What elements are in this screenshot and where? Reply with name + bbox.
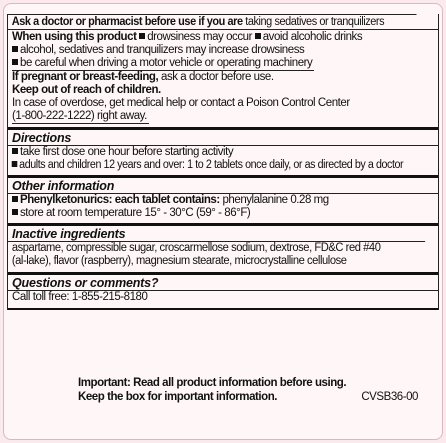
pku-row: [8, 193, 438, 207]
storage-row: [8, 207, 438, 220]
overdose-row-2: [8, 110, 438, 124]
pku-label: Phenylketonurics: each tablet contains:: [20, 194, 220, 206]
when-using-item: avoid alcoholic drinks: [262, 31, 363, 43]
bullet-square-icon: [12, 148, 18, 154]
questions-heading: Questions or comments?: [8, 272, 438, 290]
drug-facts-box: [7, 14, 439, 310]
when-using-item-underlined: [12, 57, 314, 71]
ask-doctor-row: [8, 14, 417, 29]
directions-heading: Directions: [8, 127, 438, 145]
when-using-row: [8, 29, 438, 44]
when-using-label: When using this product: [12, 31, 137, 43]
overdose-line-1: In case of overdose, get medical help or contact a Poison Control Center: [12, 97, 350, 109]
other-info-heading: Other information: [8, 175, 438, 193]
pregnant-label: If pregnant or breast-feeding,: [12, 71, 159, 83]
ask-doctor-text: taking sedatives or tranquilizers: [242, 16, 385, 28]
when-using-item: drowsiness may occur: [147, 31, 252, 43]
footer-line-1: Important: Read all product information before using.: [78, 377, 347, 389]
bullet-square-icon: [12, 209, 18, 215]
inactive-line-1: aspartame, compressible sugar, croscarmellose sodium, dextrose, FD&C red #40: [8, 241, 425, 255]
bullet-square-icon: [255, 33, 261, 39]
bullet-square-icon: [139, 33, 145, 39]
keep-out-label: Keep out of reach of children.: [12, 84, 161, 96]
inactive-heading: Inactive ingredients: [8, 223, 438, 241]
inactive-line-2: (al-lake), flavor (raspberry), magnesium stearate, microcrystalline cellulose: [11, 255, 347, 267]
questions-text: Call toll free: 1-855-215-8180: [8, 290, 438, 308]
overdose-line-2: (1-800-222-1222) right away.: [12, 110, 147, 122]
footer-line-2: Keep the box for important information.: [78, 391, 278, 403]
facts-bottom-rule: [8, 308, 438, 310]
when-using-row-2: [8, 44, 438, 57]
bullet-square-icon: [12, 196, 18, 202]
ask-doctor-label: Ask a doctor or pharmacist before use if you are: [11, 16, 243, 28]
keep-out-row: [8, 84, 438, 97]
directions-item-row-2: [8, 159, 408, 172]
storage-text: store at room temperature 15° - 30°C (59° - 86°F): [20, 207, 251, 219]
product-code: CVSB36-00: [361, 391, 418, 403]
directions-item: take first dose one hour before starting activity: [20, 146, 234, 158]
directions-item: adults and children 12 years and over: 1 to 2 tablets once daily, or as directed by a doctor: [19, 159, 404, 171]
pregnant-row: [8, 71, 438, 84]
when-using-row-3: [8, 57, 438, 71]
pku-text: phenylalanine 0.28 mg: [219, 194, 329, 206]
bullet-square-icon: [12, 59, 18, 65]
footer: [78, 376, 418, 404]
bullet-square-icon: [12, 46, 18, 52]
bullet-square-icon: [12, 161, 18, 167]
pregnant-text: ask a doctor before use.: [158, 71, 274, 83]
when-using-item: alcohol, sedatives and tranquilizers may increase drowsiness: [20, 44, 305, 56]
overdose-row: [8, 97, 438, 110]
directions-item-row: [8, 145, 438, 159]
when-using-item: be careful when driving a motor vehicle or operating machinery: [20, 57, 313, 69]
